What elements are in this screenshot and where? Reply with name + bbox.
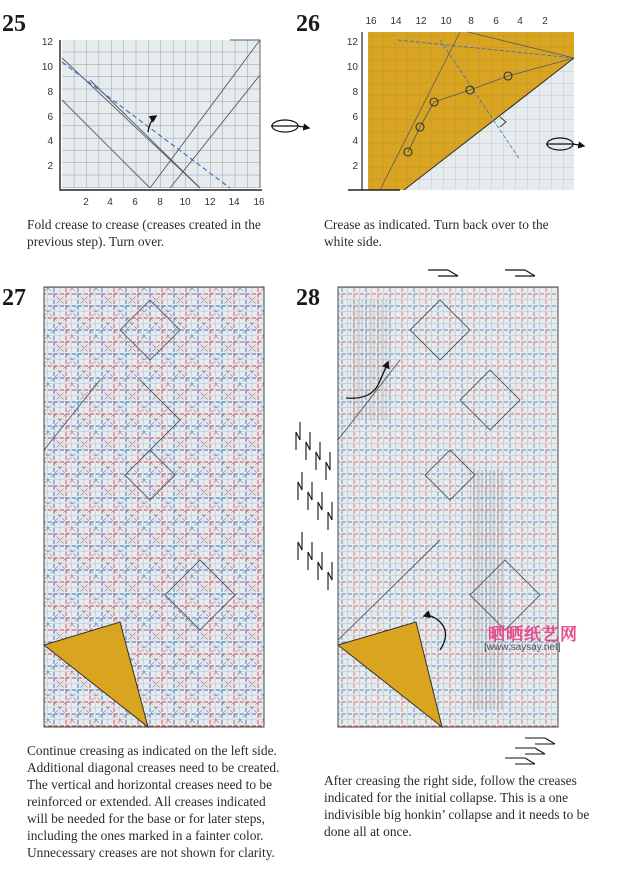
- x-tick: 4: [517, 16, 523, 27]
- step-25-caption: Fold crease to crease (creases created in the previous step). Turn over.: [27, 217, 261, 249]
- x-tick: 4: [107, 197, 113, 208]
- step-26-y-ticks: [347, 37, 359, 172]
- y-tick: 4: [352, 136, 358, 147]
- step-27-diagram: [44, 287, 264, 727]
- x-tick: 16: [365, 16, 377, 27]
- watermark-cn: 晒晒纸艺网: [488, 625, 578, 645]
- x-tick: 6: [132, 197, 138, 208]
- x-tick: 12: [204, 197, 216, 208]
- step-28-diagram: [338, 287, 558, 727]
- x-tick: 2: [542, 16, 548, 27]
- y-tick: 12: [41, 37, 53, 48]
- x-tick: 2: [83, 197, 89, 208]
- x-tick: 8: [157, 197, 163, 208]
- x-tick: 10: [179, 197, 191, 208]
- x-tick: 10: [440, 16, 452, 27]
- x-tick: 6: [493, 16, 499, 27]
- x-tick: 16: [253, 197, 265, 208]
- step-27-number: 27: [2, 285, 26, 311]
- step-25-y-ticks: [42, 37, 54, 172]
- y-tick: 8: [352, 87, 358, 98]
- y-tick: 6: [352, 112, 358, 123]
- pleat-arrows-bottom: [505, 738, 555, 764]
- step-28-number: 28: [296, 285, 320, 311]
- x-tick: 14: [228, 197, 240, 208]
- y-tick: 6: [47, 112, 53, 123]
- step-27-caption: Continue creasing as indicated on the left side. Additional diagonal creases need to be created. The vertical and horizontal creases need to be reinforced or extended. All creases indicated will be needed for the base or for later steps, including the ones marked in a fainter color. Unnecessary creases are not shown for clarity.: [27, 743, 280, 860]
- y-tick: 8: [47, 87, 53, 98]
- step-26-caption: Crease as indicated. Turn back over to the white side.: [324, 217, 549, 249]
- y-tick: 10: [41, 62, 53, 73]
- y-tick: 2: [47, 161, 53, 172]
- y-tick: 2: [352, 161, 358, 172]
- step-25-diagram: [60, 40, 262, 190]
- step-26-number: 26: [296, 11, 320, 37]
- turn-over-icon: [271, 120, 309, 132]
- pleat-arrows-left: [296, 422, 332, 590]
- step-26-diagram: [348, 32, 574, 190]
- y-tick: 4: [47, 136, 53, 147]
- step-25-x-ticks: [83, 197, 265, 208]
- step-25-number: 25: [2, 11, 26, 37]
- y-tick: 10: [346, 62, 358, 73]
- x-tick: 8: [468, 16, 474, 27]
- watermark-url: [www.saysay.net]: [484, 642, 561, 653]
- x-tick: 14: [390, 16, 402, 27]
- pleat-arrows-top: [428, 270, 535, 276]
- step-26-x-ticks: [365, 16, 548, 27]
- x-tick: 12: [415, 16, 427, 27]
- step-28-caption: After creasing the right side, follow the creases indicated for the initial collapse. This is a one indivisible big honkin’ collapse and it needs to be done all at once.: [324, 773, 590, 839]
- y-tick: 12: [346, 37, 358, 48]
